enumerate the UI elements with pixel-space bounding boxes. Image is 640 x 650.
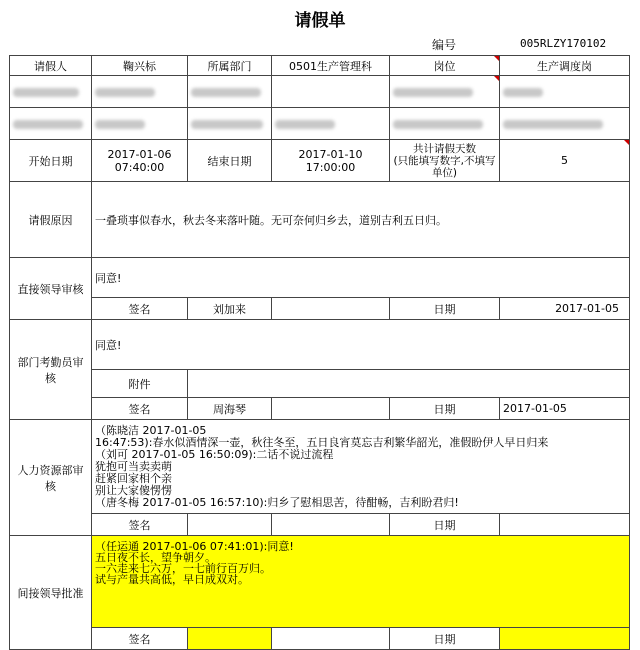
end-date-value: 2017-01-10 17:00:00 bbox=[272, 140, 390, 182]
attendance-attachment-row bbox=[10, 370, 630, 398]
direct-leader-signer: 刘加来 bbox=[188, 298, 272, 320]
form-title: 请假单 bbox=[294, 11, 346, 31]
empty-cell bbox=[272, 298, 390, 320]
indirect-leader-date-label: 日期 bbox=[390, 628, 500, 650]
redacted-cell bbox=[188, 76, 272, 108]
hr-comments: （陈晓洁 2017-01-05 16:47:53):春水似酒情深一壶，秋往冬至，五日良宵莫忘吉利繁华韶光，准假盼伊人早日归来 （刘可 2017-01-05 16:50:09):二话不说过流程 犹抱可当卖卖萌 赶紧回家相个亲 别让大家傻愣愣 （唐冬梅 2017-01-05 16:57:10):归乡了慰相思苦，待酣畅，吉利盼君归! bbox=[92, 420, 630, 514]
end-date-label: 结束日期 bbox=[188, 140, 272, 182]
indirect-leader-opinion-row bbox=[10, 536, 630, 628]
leave-form-table bbox=[9, 55, 630, 650]
dates-row bbox=[10, 140, 630, 182]
number-value: 005RLZY170102 bbox=[520, 37, 607, 50]
start-date-label: 开始日期 bbox=[10, 140, 92, 182]
direct-leader-opinion-row bbox=[10, 258, 630, 298]
attendance-sign-row bbox=[10, 398, 630, 420]
attendance-label: 部门考勤员审核 bbox=[10, 320, 92, 420]
empty-cell bbox=[272, 398, 390, 420]
applicant-name: 鞠兴标 bbox=[92, 56, 188, 76]
hr-date-label: 日期 bbox=[390, 514, 500, 536]
position-value: 生产调度岗 bbox=[500, 56, 630, 76]
empty-cell bbox=[272, 514, 390, 536]
department-value: 0501生产管理科 bbox=[272, 56, 390, 76]
redacted-cell bbox=[92, 108, 188, 140]
indirect-leader-signer bbox=[188, 628, 272, 650]
reason-row bbox=[10, 182, 630, 258]
redacted-cell bbox=[390, 76, 500, 108]
hr-opinion-row bbox=[10, 420, 630, 514]
indirect-leader-sign-row bbox=[10, 628, 630, 650]
redacted-row-1 bbox=[10, 76, 630, 108]
direct-leader-sign-row bbox=[10, 298, 630, 320]
direct-leader-date: 2017-01-05 bbox=[500, 298, 630, 320]
redacted-cell bbox=[500, 76, 630, 108]
hr-date bbox=[500, 514, 630, 536]
attachment-value bbox=[188, 370, 630, 398]
hr-label: 人力资源部审核 bbox=[10, 420, 92, 536]
redacted-row-2 bbox=[10, 108, 630, 140]
direct-leader-label: 直接领导审核 bbox=[10, 258, 92, 320]
total-days-label: 共计请假天数 (只能填写数字,不填写单位) bbox=[390, 140, 500, 182]
reason-text: 一叠琐事似春水，秋去冬来落叶随。无可奈何归乡去，道别吉利五日归。 bbox=[92, 182, 630, 258]
hr-sign-label: 签名 bbox=[92, 514, 188, 536]
attendance-opinion: 同意! bbox=[92, 320, 630, 370]
attendance-date: 2017-01-05 bbox=[500, 398, 630, 420]
number-label: 编号 bbox=[432, 38, 457, 52]
indirect-leader-sign-label: 签名 bbox=[92, 628, 188, 650]
total-days-value: 5 bbox=[500, 140, 630, 182]
position-label: 岗位 bbox=[390, 56, 500, 76]
direct-leader-sign-label: 签名 bbox=[92, 298, 188, 320]
attachment-label: 附件 bbox=[92, 370, 188, 398]
redacted-cell bbox=[500, 108, 630, 140]
redacted-cell bbox=[10, 108, 92, 140]
department-label: 所属部门 bbox=[188, 56, 272, 76]
empty-cell bbox=[272, 628, 390, 650]
redacted-cell bbox=[272, 76, 390, 108]
start-date-value: 2017-01-06 07:40:00 bbox=[92, 140, 188, 182]
redacted-cell bbox=[188, 108, 272, 140]
hr-sign-row bbox=[10, 514, 630, 536]
header-row bbox=[10, 56, 630, 76]
applicant-label: 请假人 bbox=[10, 56, 92, 76]
reason-label: 请假原因 bbox=[10, 182, 92, 258]
attendance-sign-label: 签名 bbox=[92, 398, 188, 420]
direct-leader-date-label: 日期 bbox=[390, 298, 500, 320]
direct-leader-opinion: 同意! bbox=[92, 258, 630, 298]
indirect-leader-label: 间接领导批准 bbox=[10, 536, 92, 650]
indirect-leader-date bbox=[500, 628, 630, 650]
attendance-signer: 周海琴 bbox=[188, 398, 272, 420]
attendance-opinion-row bbox=[10, 320, 630, 370]
attendance-date-label: 日期 bbox=[390, 398, 500, 420]
indirect-leader-comments: （任运通 2017-01-06 07:41:01):同意! 五日夜不长，望争朝夕。 一六走来七六万，一七前行百万归。 试与产量共高低，早日成双对。 bbox=[92, 536, 630, 628]
redacted-cell bbox=[272, 108, 390, 140]
redacted-cell bbox=[92, 76, 188, 108]
hr-signer bbox=[188, 514, 272, 536]
redacted-cell bbox=[390, 108, 500, 140]
redacted-cell bbox=[10, 76, 92, 108]
